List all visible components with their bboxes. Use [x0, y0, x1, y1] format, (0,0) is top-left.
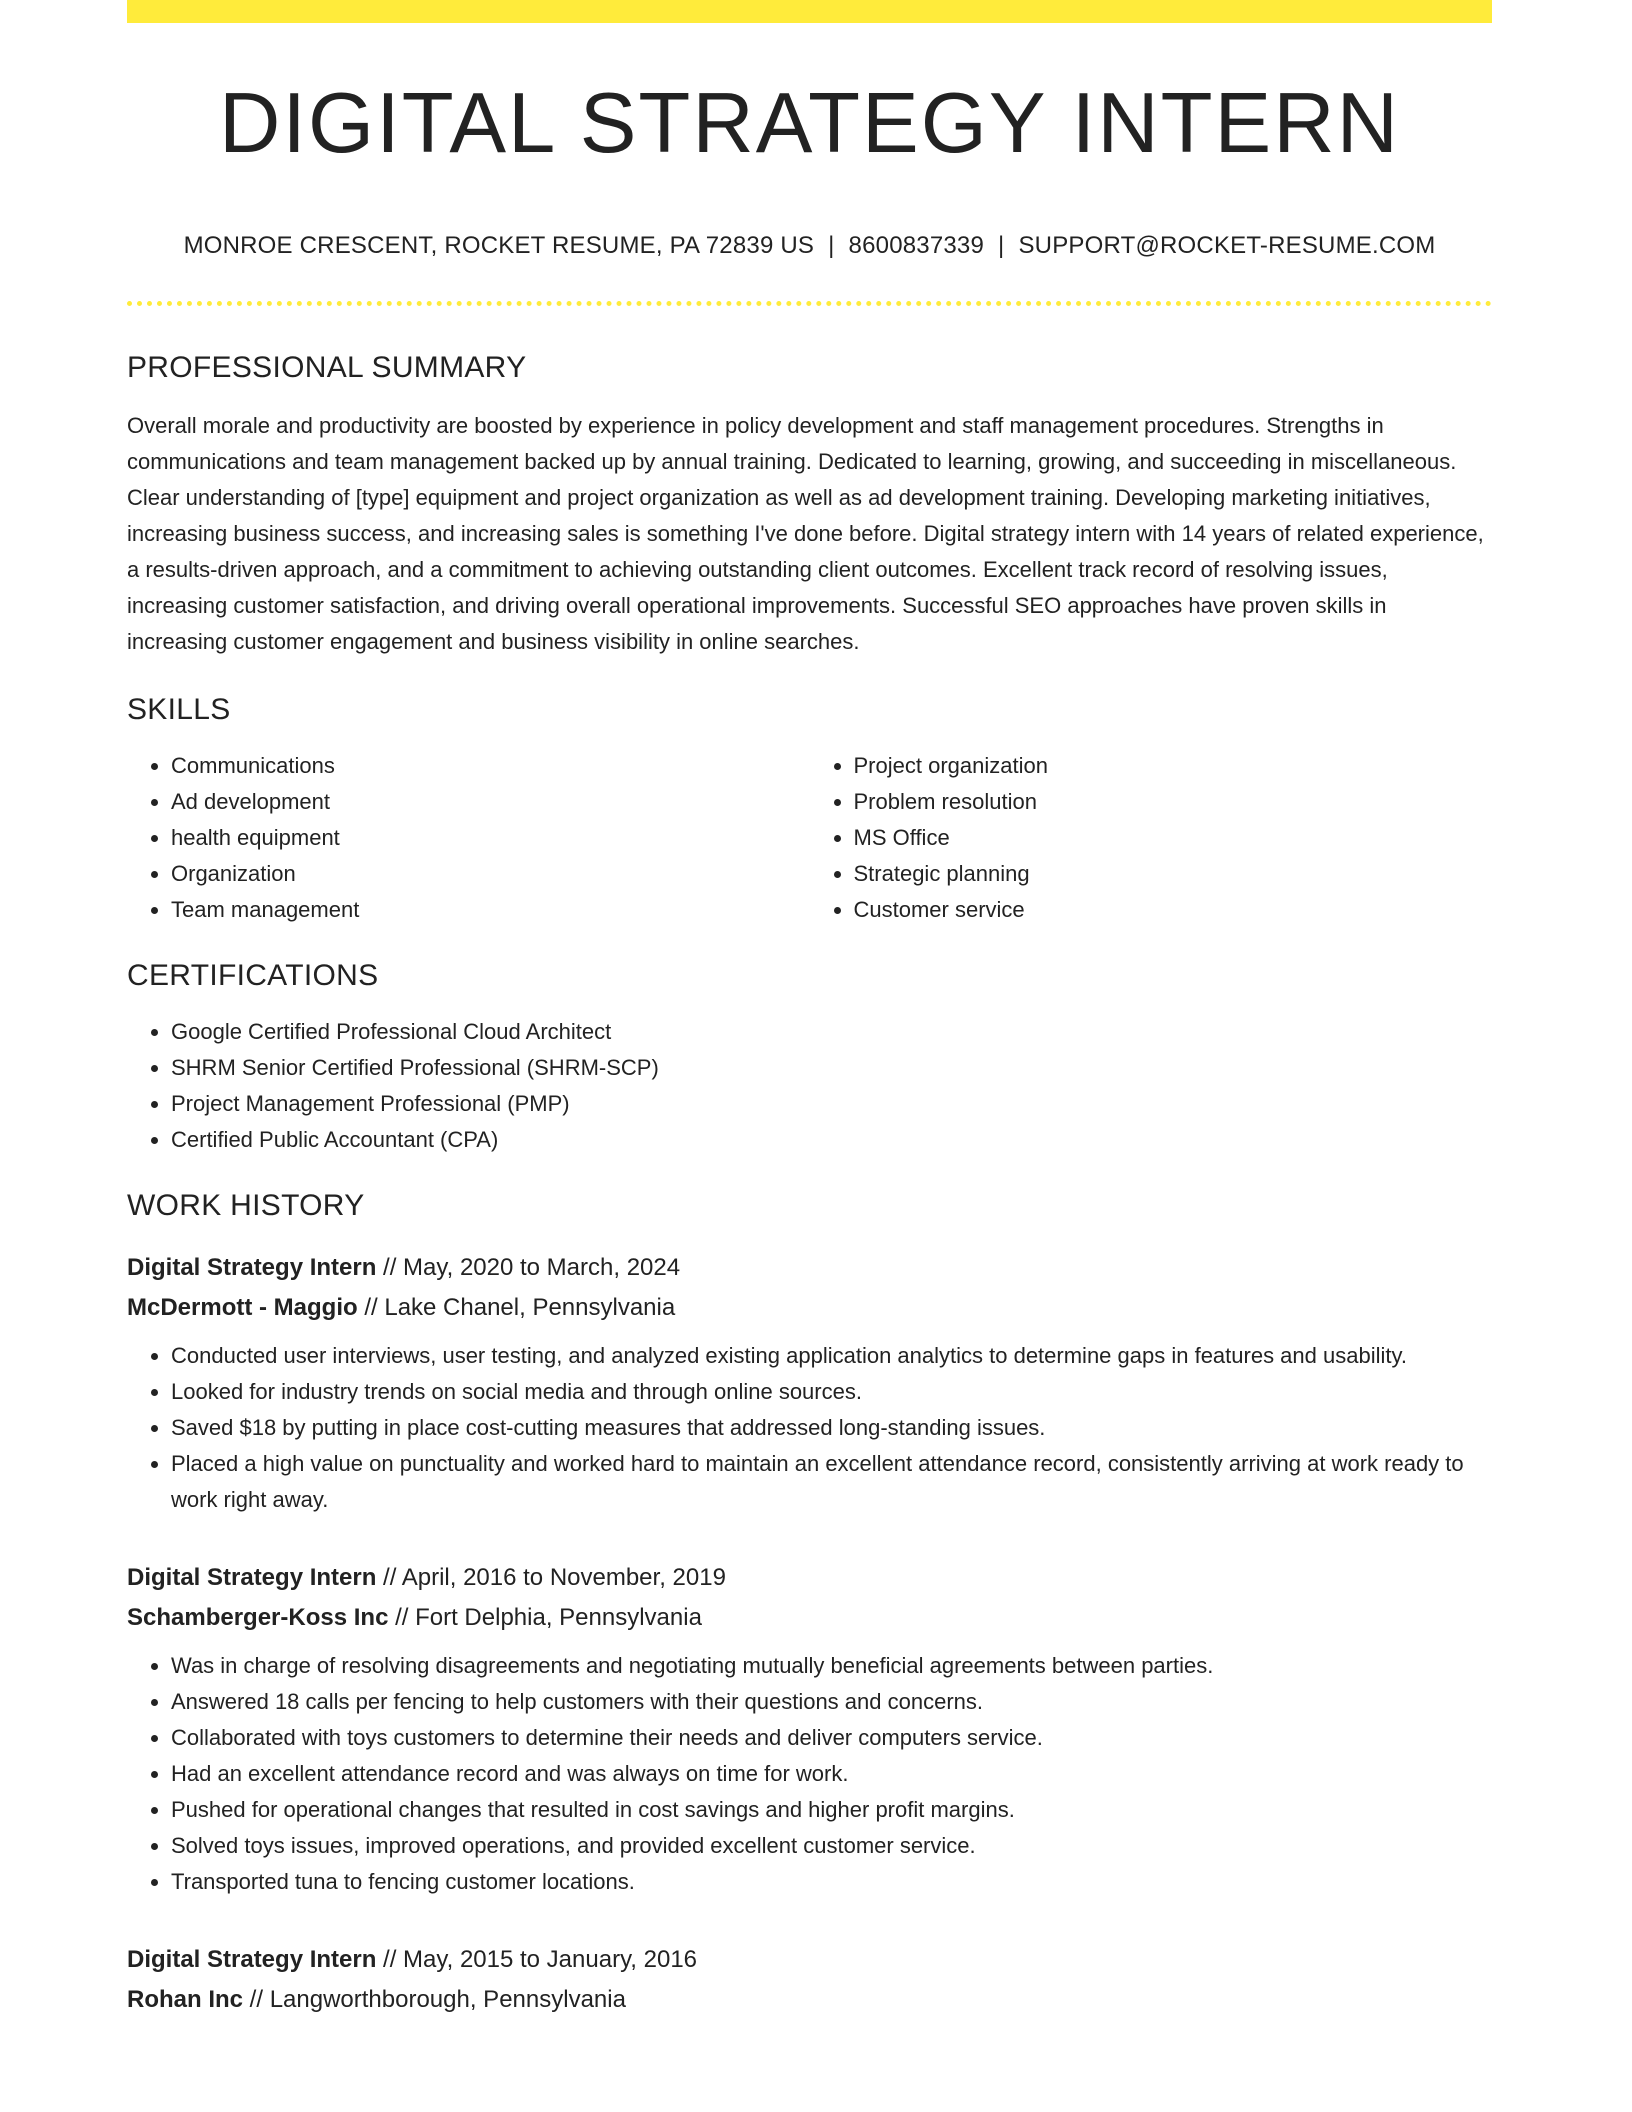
skill-item: • Project organization [854, 748, 1493, 784]
skill-item: • Organization [171, 856, 810, 892]
summary-text: Overall morale and productivity are boosted by experience in policy development and staff management procedures. Strengths in communications and team management backed up by annual training. Dedicated to learning, growing, and succeeding in miscellaneous. Clear understanding of [type] equipment and project organization as well as ad development training. Developing marketing initiatives, increasing business success, and increasing sales is something I've done before. Digital strategy intern with 14 years of related experience, a results-driven approach, and a commitment to achieving outstanding client outcomes. Excellent track record of resolving issues, increasing customer satisfaction, and driving overall operational improvements. Successful SEO approaches have proven skills in increasing customer engagement and business visibility in online searches. [127, 412, 1484, 654]
job-company: Rohan Inc [127, 1985, 244, 2013]
certification-item: • Google Certified Professional Cloud Architect [171, 1014, 1492, 1050]
skill-item: • Customer service [854, 892, 1493, 928]
summary-heading: PROFESSIONAL SUMMARY [127, 350, 527, 384]
skills-heading: SKILLS [127, 692, 231, 726]
skill-item: • Ad development [171, 784, 810, 820]
job-title: Digital Strategy Intern [127, 1253, 377, 1281]
contact-separator: | [998, 232, 1005, 259]
job-bullet: • Collaborated with toys customers to determine their needs and deliver computers service. [171, 1720, 1492, 1756]
job-bullet: • Transported tuna to fencing customer locations. [171, 1864, 1492, 1900]
job-bullet: • Conducted user interviews, user testing, and analyzed existing application analytics to determine gaps in features and usability. [171, 1338, 1492, 1374]
certification-item: • Certified Public Accountant (CPA) [171, 1122, 1492, 1158]
job-title-line [127, 1940, 1492, 1980]
contact-separator: | [828, 232, 835, 259]
work-history-heading: WORK HISTORY [127, 1188, 365, 1222]
contact-email: SUPPORT@ROCKET-RESUME.COM [1018, 232, 1436, 259]
job-location: // Langworthborough, Pennsylvania [243, 1985, 626, 2013]
job-title-line [127, 1558, 1492, 1598]
skills-right-list [810, 748, 1493, 928]
contact-line [127, 232, 1492, 261]
job-location: // Lake Chanel, Pennsylvania [357, 1293, 676, 1321]
job-company: Schamberger-Koss Inc [127, 1603, 389, 1631]
job-bullet: • Placed a high value on punctuality and worked hard to maintain an excellent attendance record, consistently arriving at work ready to work right away. [171, 1446, 1492, 1518]
skill-item: • Problem resolution [854, 784, 1493, 820]
job-bullet: • Saved $18 by putting in place cost-cutting measures that addressed long-standing issues. [171, 1410, 1492, 1446]
job-dates: // May, 2020 to March, 2024 [376, 1253, 681, 1281]
job-bullet: • Pushed for operational changes that resulted in cost savings and higher profit margins. [171, 1792, 1492, 1828]
job-company-line [127, 1980, 1492, 2020]
job-dates: // April, 2016 to November, 2019 [376, 1563, 726, 1591]
job-entry [127, 1940, 1492, 2020]
skill-item: • Team management [171, 892, 810, 928]
job-title: Digital Strategy Intern [127, 1563, 377, 1591]
job-entry [127, 1558, 1492, 1900]
job-company-line [127, 1598, 1492, 1638]
job-bullet: • Was in charge of resolving disagreements and negotiating mutually beneficial agreements between parties. [171, 1648, 1492, 1684]
skill-item: • health equipment [171, 820, 810, 856]
contact-address: MONROE CRESCENT, ROCKET RESUME, PA 72839 US [183, 232, 815, 259]
skill-item: • Communications [171, 748, 810, 784]
certification-item: • SHRM Senior Certified Professional (SHRM-SCP) [171, 1050, 1492, 1086]
job-bullet: • Had an excellent attendance record and was always on time for work. [171, 1756, 1492, 1792]
job-location: // Fort Delphia, Pennsylvania [388, 1603, 702, 1631]
job-title-line [127, 1248, 1492, 1288]
job-bullets [127, 1338, 1492, 1518]
certification-item: • Project Management Professional (PMP) [171, 1086, 1492, 1122]
resume-name: DIGITAL STRATEGY INTERN [218, 76, 1401, 171]
certifications-heading: CERTIFICATIONS [127, 958, 379, 992]
job-bullet: • Looked for industry trends on social media and through online sources. [171, 1374, 1492, 1410]
job-bullet: • Solved toys issues, improved operations, and provided excellent customer service. [171, 1828, 1492, 1864]
dotted-divider [127, 301, 1492, 306]
job-company-line [127, 1288, 1492, 1328]
job-entry [127, 1248, 1492, 1518]
resume-page [127, 0, 1492, 2020]
job-company: McDermott - Maggio [127, 1293, 358, 1321]
skills-columns [127, 748, 1492, 928]
job-dates: // May, 2015 to January, 2016 [376, 1945, 698, 1973]
skills-left-list [127, 748, 810, 928]
job-title: Digital Strategy Intern [127, 1945, 377, 1973]
certifications-list [127, 1014, 1492, 1158]
top-accent-bar [127, 0, 1492, 23]
skill-item: • MS Office [854, 820, 1493, 856]
contact-phone: 8600837339 [848, 232, 985, 259]
skill-item: • Strategic planning [854, 856, 1493, 892]
job-bullet: • Answered 18 calls per fencing to help customers with their questions and concerns. [171, 1684, 1492, 1720]
job-bullets [127, 1648, 1492, 1900]
